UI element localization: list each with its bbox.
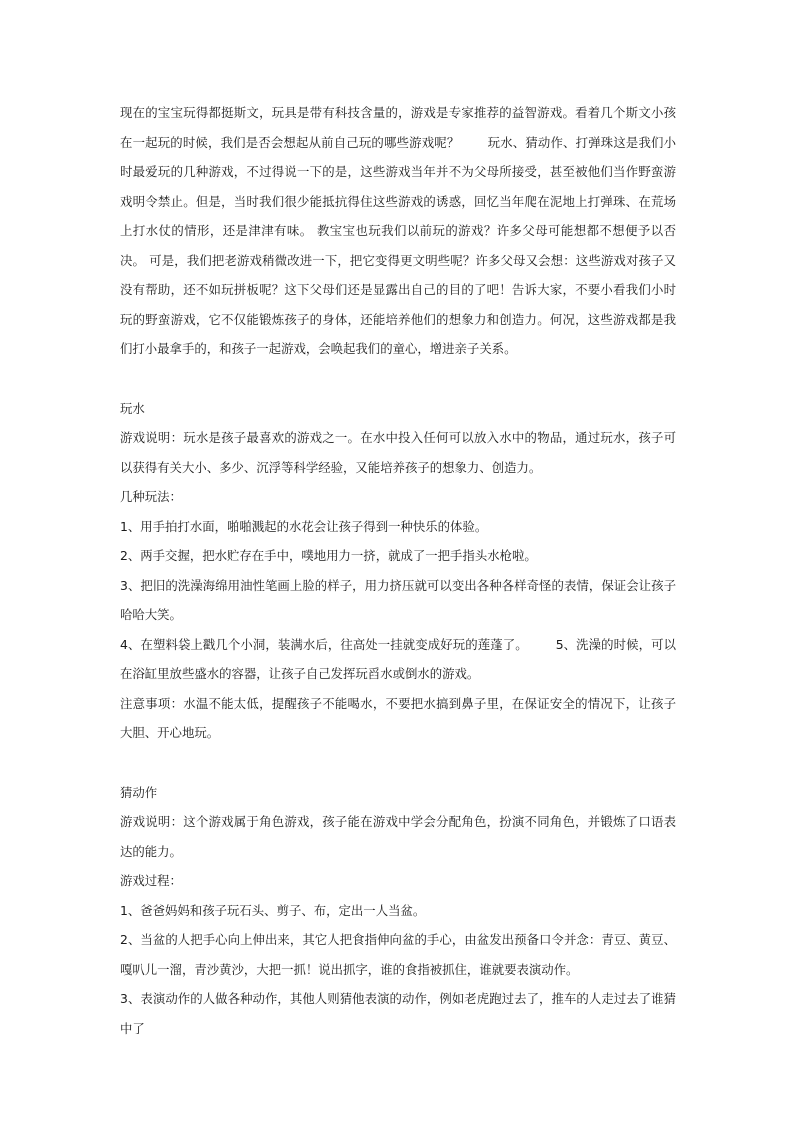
guess-process-label: 游戏过程： <box>120 873 182 888</box>
water-description: 游戏说明：玩水是孩子最喜欢的游戏之一。在水中投入任何可以放入水中的物品，通过玩水，孩子可以获得有关大小、多少、沉浮等科学经验，又能培养孩子的想象力、创造力。 <box>120 430 676 475</box>
water-methods-label: 几种玩法： <box>120 489 182 504</box>
water-method-4: 4、在塑料袋上戳几个小洞，装满水后，往高处一挂就变成好玩的莲蓬了。 <box>120 636 528 652</box>
section-title-water: 玩水 <box>120 400 145 416</box>
water-method-4-5 <box>120 630 676 689</box>
guess-description: 游戏说明：这个游戏属于角色游戏，孩子能在游戏中学会分配角色，扮演不同角色，并锻炼了口语表达的能力。 <box>120 814 676 859</box>
water-method-2: 2、两手交握，把水贮存在手中，噗地用力一挤，就成了一把手指头水枪啦。 <box>120 548 537 563</box>
water-method-3: 3、把旧的洗澡海绵用油性笔画上脸的样子，用力挤压就可以变出各种各样奇怪的表情，保证会让孩子哈哈大笑。 <box>120 577 676 622</box>
intro-part-2: 玩水、猜动作、打弹珠这是我们小时最爱玩的几种游戏，不过得说一下的是，这些游戏当年并不为父母所接受，甚至被他们当作野蛮游戏明令禁止。但是，当时我们很少能抵抗得住这些游戏的诱惑，回忆当年爬在泥地上打弹珠、在荒场上打水仗的情形，还是津津有味。 教宝宝也玩我们以前玩的游戏？许多父母可能想都不想便予以否决。 可是，我们把老游戏稍微改进一下，把它变得更文明些呢？许多父母又会想：这些游戏对孩子又没有帮助，还不如玩拼板呢？这下父母们还是显露出自己的目的了吧！告诉大家，不要小看我们小时玩的野蛮游戏，它不仅能锻炼孩子的身体，还能培养他们的想象力和创造力。何况，这些游戏都是我们打小最拿手的，和孩子一起游戏，会唤起我们的童心，增进亲子关系。 <box>120 134 677 356</box>
water-notes: 注意事项：水温不能太低，提醒孩子不能喝水，不要把水搞到鼻子里，在保证安全的情况下，让孩子大胆、开心地玩。 <box>120 695 676 740</box>
section-title-guess: 猜动作 <box>120 784 158 800</box>
document-body <box>120 98 676 1043</box>
intro-paragraph <box>120 98 676 364</box>
water-method-1: 1、用手拍打水面，啪啪溅起的水花会让孩子得到一种快乐的体验。 <box>120 518 488 534</box>
guess-step-2: 2、当盆的人把手心向上伸出来，其它人把食指伸向盆的手心，由盆发出预备口令并念：青豆、黄豆、嘎叭儿一溜，青沙黄沙，大把一抓！说出抓字，谁的食指被抓住，谁就要表演动作。 <box>120 932 676 977</box>
intro-part-1: 现在的宝宝玩得都挺斯文，玩具是带有科技含量的，游戏是专家推荐的益智游戏。看着几个斯文小孩在一起玩的时候，我们是否会想起从前自己玩的哪些游戏呢？ <box>120 105 676 150</box>
guess-step-3: 3、表演动作的人做各种动作，其他人则猜他表演的动作，例如老虎跑过去了，推车的人走过去了谁猜中了 <box>120 991 676 1036</box>
water-method-5: 5、洗澡的时候，可以在浴缸里放些盛水的容器，让孩子自己发挥玩舀水或倒水的游戏。 <box>120 636 676 681</box>
guess-step-1: 1、爸爸妈妈和孩子玩石头、剪子、布，定出一人当盆。 <box>120 902 426 918</box>
